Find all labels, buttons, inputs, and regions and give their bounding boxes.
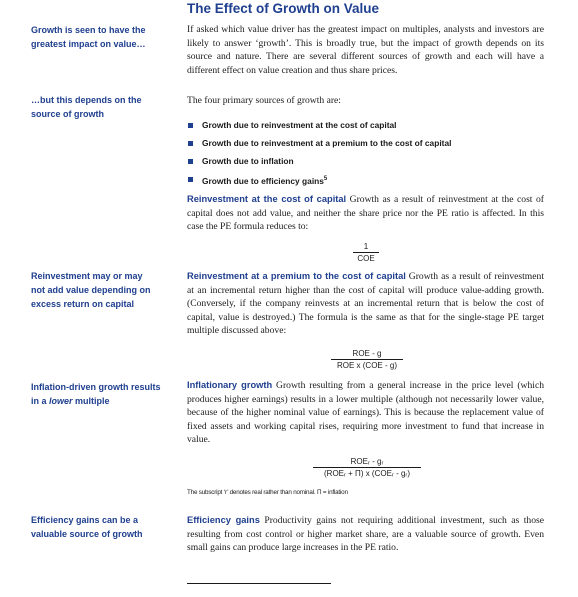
section-inflationary-growth xyxy=(187,379,544,447)
formula-denominator: ROE x (COE - g) xyxy=(331,359,403,370)
section-heading: Efficiency gains xyxy=(187,515,260,525)
formula-denominator: (ROEᵣ + Π) x (COEᵣ - gᵣ) xyxy=(313,467,421,478)
footnote-divider xyxy=(187,583,331,584)
list-item: Growth due to efficiency gains$^5$ xyxy=(187,170,547,188)
footnote-mark: 5 xyxy=(323,176,328,182)
section-reinvestment-cost xyxy=(187,193,544,234)
formula-pe-single-stage xyxy=(331,349,403,370)
sidebar-note-inflation-post: multiple xyxy=(72,396,110,406)
bullet-square-icon xyxy=(188,141,193,146)
section-body: Growth as a result of reinvestment at an incremental return higher than the cost of capital will produce value-adding growth. (Conversely, if the company reinvests at an incremental return that is below the cost of capital, value is destroyed.) The formula is the same as that for the single-stage PE target multiple discussed above: xyxy=(187,271,544,337)
list-item: Growth due to reinvestment at a premium to the cost of capital xyxy=(187,134,547,152)
intro-paragraph: If asked which value driver has the greatest impact on multiples, analysts and investors are likely to answer ‘growth’. This is broadly true, but the impact of growth depends on its source and nature. There are several different sources of growth and each will have a different effect on value creation and thus share prices. xyxy=(187,24,544,76)
bullet-square-icon xyxy=(188,177,193,182)
sidebar-note-inflation-pre: Inflation-driven growth results in a xyxy=(31,382,161,406)
sidebar-note-inflation-em: lower xyxy=(49,396,73,406)
bullet-square-icon xyxy=(188,159,193,164)
formula-pe-inflation xyxy=(313,457,421,478)
formula-pe-cost-of-capital xyxy=(353,242,379,263)
formula-numerator: ROE - g xyxy=(352,349,382,358)
bullet-square-icon xyxy=(188,123,193,128)
list-item: Growth due to reinvestment at the cost of capital xyxy=(187,116,547,134)
section-efficiency-gains xyxy=(187,514,544,555)
section-body: Growth as a result of reinvestment at the cost of capital does not add value, and neither the share price nor the PE ratio is affected. In this case the PE formula reduces to: xyxy=(187,194,544,233)
section-body: Productivity gains not requiring additional investment, such as those resulting from cost control or higher market share, are a valuable source of growth. Even small gains can produce large increases in the PE ratio. xyxy=(187,515,544,554)
list-item: Growth due to inflation xyxy=(187,152,547,170)
section-body: Growth resulting from a general increase in the price level (which produces higher earnings) results in a lower multiple (although not necessarily lower value, because of the higher nominal value of earnings). This is because the replacement value of fixed assets and working capital rises, requiring more investment to fund that increase in value. xyxy=(187,380,544,446)
formula-denominator: COE xyxy=(353,252,379,263)
growth-sources-list xyxy=(187,116,547,188)
sidebar-note-source-of-growth: …but this depends on the source of growth xyxy=(31,95,142,119)
formula-numerator: ROEᵣ - gᵣ xyxy=(350,457,384,466)
sidebar-note-reinvestment: Reinvestment may or may not add value depending on excess return on capital xyxy=(31,271,151,309)
section-heading: Reinvestment at the cost of capital xyxy=(187,194,347,204)
section-reinvestment-premium xyxy=(187,270,544,338)
subscript-note: The subscript ‘r’ denotes real rather than nominal. Π = inflation xyxy=(187,489,348,496)
sidebar-note-growth-impact: Growth is seen to have the greatest impact on value… xyxy=(31,25,146,49)
formula-numerator: 1 xyxy=(363,242,369,251)
page-title: The Effect of Growth on Value xyxy=(187,1,380,16)
section-heading: Reinvestment at a premium to the cost of capital xyxy=(187,271,406,281)
sidebar-note-efficiency: Efficiency gains can be a valuable source of growth xyxy=(31,515,143,539)
sidebar-note-inflation xyxy=(31,380,161,408)
section-heading: Inflationary growth xyxy=(187,380,273,390)
sources-intro: The four primary sources of growth are: xyxy=(187,95,341,106)
